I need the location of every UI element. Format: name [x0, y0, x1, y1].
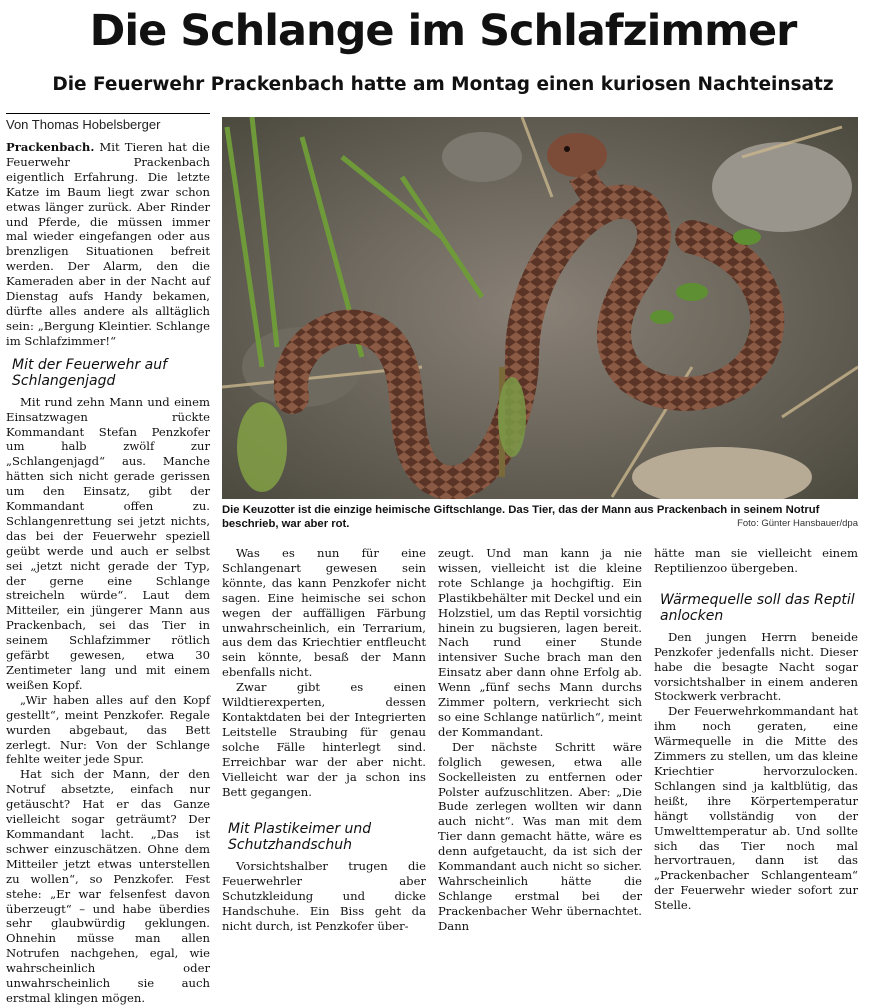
paragraph: hätte man sie vielleicht einem Reptilienzoo übergeben.: [654, 546, 858, 575]
subheading: Wärmequelle soll das Reptil anlocken: [660, 591, 855, 624]
snake-photo: [222, 117, 858, 499]
paragraph-text: Mit Tieren hat die Feuerwehr Prackenbach eigentlich Erfahrung. Die letzte Katze im Baum liegt zwar schon etwas länger zurück. Aber Rinder und Pferde, die müssen immer mal wieder eingefangen oder aus brenzligen Situationen befreit werden. Der Alarm, den die Kameraden aber in der Nacht auf Dienstag aufs Handy bekamen, dürfte alles andere als alltäglich sein: „Bergung Kleintier. Schlange im Schlafzimmer!“: [6, 140, 210, 348]
paragraph: Den jungen Herrn beneide Penzkofer jedenfalls nicht. Dieser habe die besagte Nacht sogar vorsichtshalber in einem anderen Stockwerk verbracht.: [654, 629, 858, 704]
dateline: Prackenbach.: [6, 140, 95, 154]
photo-credit: Foto: Günter Hansbauer/dpa: [737, 518, 858, 529]
byline-rule: [6, 113, 210, 114]
paragraph: „Wir haben alles auf den Kopf gestellt“, meint Penzkofer. Regale wurden abgebaut, das Bett zerlegt. Nur: Von der Schlange fehlte weiter jede Spur.: [6, 692, 210, 767]
paragraph: [6, 140, 210, 349]
paragraph: Hat sich der Mann, der den Notruf absetzte, einfach nur getäuscht? Hat er das Ganze vielleicht sogar geträumt? Der Kommandant lacht. „Das ist schwer einzuschätzen. Ohne dem Mitteiler jetzt etwas unterstellen zu wollen“, so Penzkofer. Fest stehe: „Er war felsenfest davon überzeugt“ – und habe überdies sehr glaubwürdig geklungen. Ohnehin müsse man allen Notrufen nachgehen, egal, wie wahrscheinlich oder unwahrscheinlich sie auch erstmal klingen mögen.: [6, 767, 210, 1005]
article-column-1: [6, 140, 210, 1006]
headline: Die Schlange im Schlafzimmer: [89, 6, 797, 56]
article-column-4: [654, 546, 858, 913]
paragraph: Vorsichtshalber trugen die Feuerwehrler aber Schutzkleidung und dicke Handschuhe. Ein Biss geht da nicht durch, ist Penzkofer über-: [222, 859, 426, 934]
subheading: Mit Plastikeimer und Schutzhandschuh: [228, 821, 372, 854]
paragraph: Der Feuerwehrkommandant hat ihm noch geraten, eine Wärmequelle in die Mitte des Zimmers zu stellen, um das kleine Kriechtier hervorzulocken. Schlangen sind ja kaltblütig, das heißt, ihre Körpertemperatur hängt vollständig von der Umwelttemperatur ab. Und sollte sich das Tier noch mal hervortrauen, dann ist das „Prackenbacher Schlangenteam“ der Feuerwehr wieder sofort zur Stelle.: [654, 704, 858, 913]
paragraph: Zwar gibt es einen Wildtierexperten, dessen Kontaktdaten bei der Integrierten Leitstelle Straubing für genau solche Fälle hinterlegt sind. Erreichbar war der aber nicht. Vielleicht war der ja schon ins Bett gegangen.: [222, 680, 426, 799]
adder-illustration: [222, 117, 858, 499]
paragraph: Mit rund zehn Mann und einem Einsatzwagen rückte Kommandant Stefan Penzkofer um halb zwölf zur „Schlangenjagd“ aus. Manche hätten sich nicht gerade gerissen um den Einsatz, gibt der Kommandant offen zu. Schlangenrettung sei jetzt nichts, das bei der Feuerwehr speziell geübt werde und auch er selbst sei „jetzt nicht gerade der Typ, der gerne eine Schlange streicheln würde“. Laut dem Mitteiler, ein jüngerer Mann aus Prackenbach, sei das Tier in seinem Schlafzimmer rötlich gefärbt gewesen, etwa 30 Zentimeter lang und mit einem weißen Kopf.: [6, 394, 210, 692]
paragraph: Was es nun für eine Schlangenart gewesen sein könnte, das kann Penzkofer nicht sagen. Eine heimische sei schon wegen der auffälligen Färbung unwahrscheinlich, ein Terrarium, aus dem das Kriechtier entfleucht sein könnte, besaß der Mann ebenfalls nicht.: [222, 546, 426, 680]
photo-caption: Die Keuzotter ist die einzige heimische Giftschlange. Das Tier, das der Mann aus Prackenbach in seinem Notruf beschrieb, war aber rot.: [222, 504, 820, 530]
subheading: Mit der Feuerwehr auf Schlangenjagd: [12, 356, 168, 389]
paragraph: zeugt. Und man kann ja nie wissen, vielleicht ist die kleine rote Schlange ja hochgiftig. Ein Plastikbehälter mit Deckel und ein Holzstiel, um das Reptil vorsichtig hinein zu bugsieren, lagen bereit. Nach rund einer Stunde intensiver Suche brach man den Einsatz aber dann ohne Erfolg ab. Wenn „fünf sechs Mann durchs Zimmer poltern, verkriecht sich so eine Schlange natürlich“, meint der Kommandant.: [438, 546, 642, 739]
article-column-3: [438, 546, 642, 934]
paragraph: Der nächste Schritt wäre folglich gewesen, etwa alle Sockelleisten zu entfernen oder Polster aufzuschlitzen. Aber: „Die Bude zerlegen wollten wir dann auch nicht“. Was man mit dem Tier dann gemacht hätte, wäre es denn aufgetaucht, da ist sich der Kommandant auch nicht so sicher. Wahrscheinlich hätte die Schlange erstmal bei der Prackenbacher Wehr übernachtet. Dann: [438, 739, 642, 933]
article-column-2: [222, 546, 426, 934]
byline: Von Thomas Hobelsberger: [6, 117, 161, 132]
subheadline: Die Feuerwehr Prackenbach hatte am Montag einen kuriosen Nachteinsatz: [52, 74, 834, 95]
